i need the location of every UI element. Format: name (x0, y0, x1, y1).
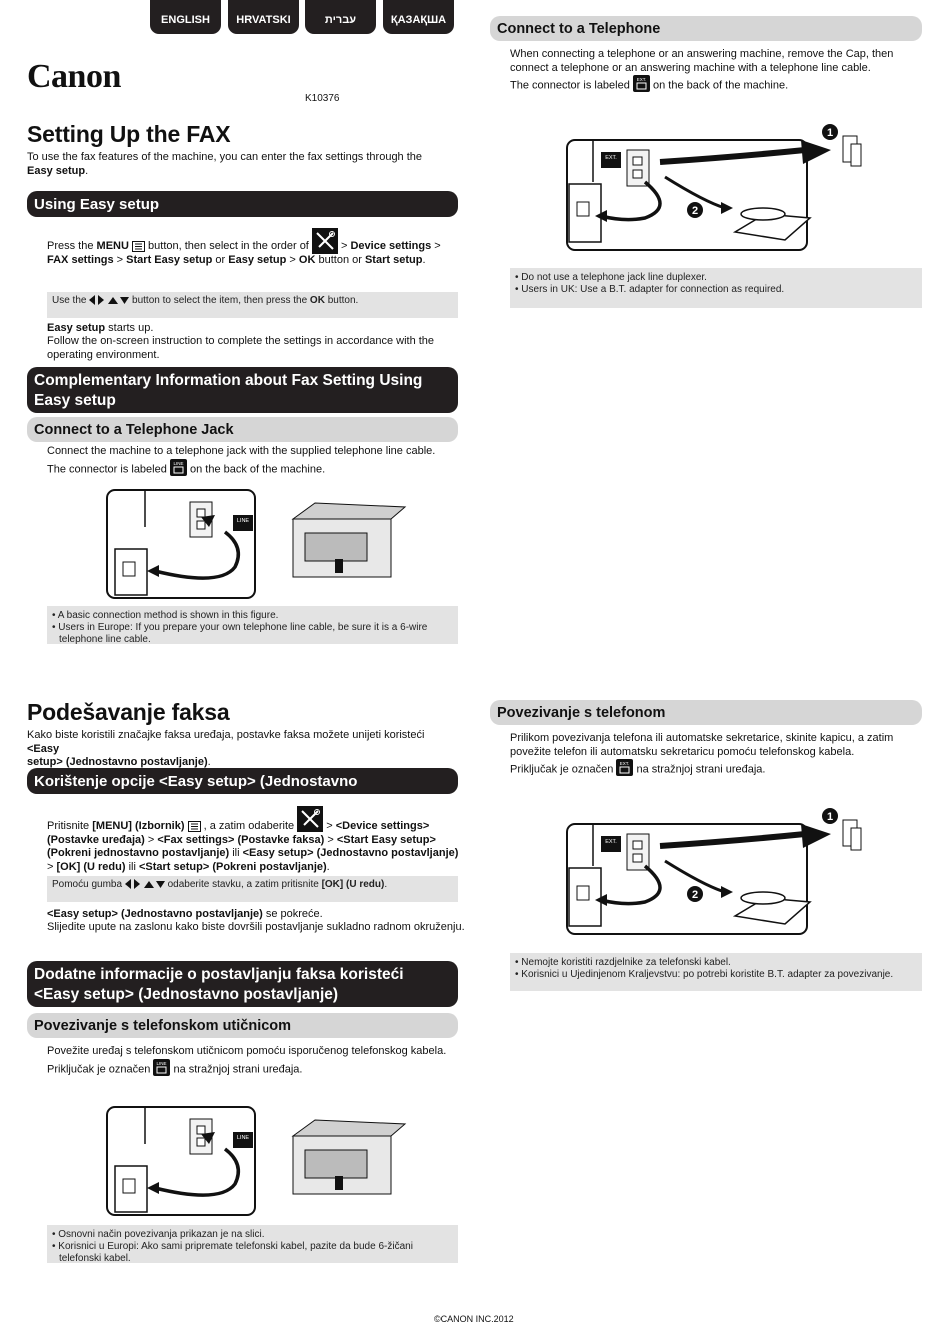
telephone-note-1: • Do not use a telephone jack line duplexer. (515, 272, 707, 283)
setup-tools-icon (297, 806, 323, 832)
arrow-keys-icon (89, 295, 129, 305)
page-title: Setting Up the FAX (27, 121, 231, 147)
telephone-note-1: • Nemojte koristiti razdjelnike za telefonski kabel. (515, 957, 731, 968)
figure-ext-label: EXT. (605, 839, 617, 845)
figure-ext-label: EXT. (605, 155, 617, 161)
line-connector-icon (170, 459, 187, 476)
figure-step-2: 2 (691, 205, 699, 217)
menu-icon (188, 821, 201, 832)
navigation-note-hr: Pomoću gumba odaberite stavku, a zatim pritisnite [OK] (U redu). (47, 876, 458, 902)
telephone-notes-hr (510, 953, 922, 991)
telephone-instruction-text-hr: Prilikom povezivanja telefona ili automatske sekretarice, skinite kapicu, a zatim povežite telefon ili automatsku sekretaricu pomoću telefonskog kabela. (510, 732, 894, 758)
jack-note-1: • Osnovni način povezivanja prikazan je na slici. (52, 1229, 265, 1240)
press-menu-instruction: Press the MENU button, then select in the order of > Device settings > FAX settings > Start Easy setup or Easy setup > OK button or Start setup. (47, 238, 447, 268)
page-title-hr: Podešavanje faksa (27, 699, 230, 725)
jack-note-2: • Users in Europe: If you prepare your own telephone line cable, be sure it is a 6-wire telephone line cable. (52, 622, 428, 645)
easy-setup-starts-text: Easy setup starts up. (47, 322, 154, 334)
easy-setup-starts-text-hr: <Easy setup> (Jednostavno postavljanje) se pokreće. (47, 908, 323, 920)
doc-code: K10376 (305, 93, 340, 104)
jack-label-text: The connector is labeled LINE on the back of the machine. (47, 461, 326, 476)
line-connector-icon (153, 1059, 170, 1076)
tab-kazakh[interactable]: ҚАЗАҚША (383, 0, 454, 34)
intro-text: To use the fax features of the machine, you can enter the fax settings through the Easy setup. (27, 151, 423, 177)
jack-instruction-text: Connect the machine to a telephone jack with the supplied telephone line cable. (47, 445, 436, 457)
figure-step-1: 1 (826, 811, 834, 823)
telephone-instruction-text: When connecting a telephone or an answering machine, remove the Cap, then connect a telephone or an answering machine with a telephone line cable. (510, 48, 894, 74)
telephone-label-text: The connector is labeled EXT. on the back of the machine. (510, 77, 789, 92)
section-heading-complementary: Complementary Information about Fax Setting Using Easy setup (27, 367, 458, 413)
section-heading-connect-telephone: Connect to a Telephone (490, 16, 922, 41)
telephone-note-2: • Korisnici u Ujedinjenom Kraljevstvu: po potrebi koristite B.T. adapter za povezivanje. (515, 969, 894, 980)
figure-line-label: LINE (236, 1135, 250, 1141)
figure-step-1: 1 (826, 127, 834, 139)
telephone-label-text-hr: Priključak je označen EXT. na stražnjoj strani uređaja. (510, 761, 766, 776)
section-heading-easy-setup-hr: Korištenje opcije <Easy setup> (Jednostavno postavljanje) (27, 768, 458, 794)
follow-instruction-text: Follow the on-screen instruction to complete the settings in accordance with the operating environment. (47, 335, 435, 361)
figure-step-2: 2 (691, 889, 699, 901)
telephone-notes (510, 268, 922, 308)
svg-text:LINE: LINE (173, 461, 184, 466)
jack-notes (47, 606, 458, 644)
svg-text:LINE: LINE (156, 1061, 167, 1066)
telephone-note-2: • Users in UK: Use a B.T. adapter for connection as required. (515, 284, 785, 295)
jack-label-text-hr: Priključak je označen LINE na stražnjoj strani uređaja. (47, 1061, 303, 1076)
menu-icon (132, 241, 145, 252)
svg-text:EXT.: EXT. (636, 77, 647, 82)
tab-hebrew[interactable]: עברית (305, 0, 376, 34)
copyright-footer: ©CANON INC.2012 (434, 1314, 514, 1324)
svg-text:EXT.: EXT. (620, 761, 630, 766)
jack-notes-hr (47, 1225, 458, 1263)
telephone-figure-hr (565, 806, 870, 936)
section-heading-telephone-jack: Connect to a Telephone Jack (27, 417, 458, 442)
jack-note-1: • A basic connection method is shown in this figure. (52, 610, 279, 621)
section-heading-telephone-jack-hr: Povezivanje s telefonskom utičnicom (27, 1013, 458, 1038)
telephone-figure (565, 122, 870, 252)
ext-connector-icon (616, 759, 633, 776)
press-menu-instruction-hr: Pritisnite [MENU] (Izbornik) , a zatim odaberite > <Device settings> (Postavke uređaja) > <Fax settings> (Postavke faksa) > <Start Easy setup> (Pokreni jednostavno postavljanje) ili <Easy setup> (Jednostavno postavljanje) > [OK] (U redu) ili <Start setup> (Pokreni postavljanje). (47, 820, 467, 874)
tab-english[interactable]: ENGLISH (150, 0, 221, 34)
section-heading-easy-setup: Using Easy setup (27, 191, 458, 217)
section-heading-connect-telephone-hr: Povezivanje s telefonom (490, 700, 922, 725)
arrow-keys-icon (125, 879, 165, 889)
jack-instruction-text-hr: Povežite uređaj s telefonskom utičnicom pomoću isporučenog telefonskog kabela. (47, 1045, 447, 1057)
telephone-jack-figure-hr (105, 1104, 410, 1219)
follow-instruction-text-hr: Slijedite upute na zaslonu kako biste dovršili postavljanje sukladno radnom okruženju. (47, 921, 465, 933)
ext-connector-icon (633, 75, 650, 92)
setup-tools-icon (312, 228, 338, 254)
tab-hrvatski[interactable]: HRVATSKI (228, 0, 299, 34)
canon-logo: Canon (27, 58, 121, 95)
navigation-note: Use the button to select the item, then press the OK button. (47, 292, 458, 318)
intro-text-hr: Kako biste koristili značajke faksa uređaja, postavke faksa možete unijeti koristeći <Easy setup> (Jednostavno postavljanje). (27, 729, 425, 768)
figure-line-label: LINE (236, 518, 250, 524)
telephone-jack-figure (105, 487, 410, 602)
jack-note-2: • Korisnici u Europi: Ako sami pripremate telefonski kabel, pazite da bude 6-žičani telefonski kabel. (52, 1241, 413, 1264)
section-heading-complementary-hr: Dodatne informacije o postavljanju faksa koristeći <Easy setup> (Jednostavno postavljanje) (27, 961, 458, 1007)
